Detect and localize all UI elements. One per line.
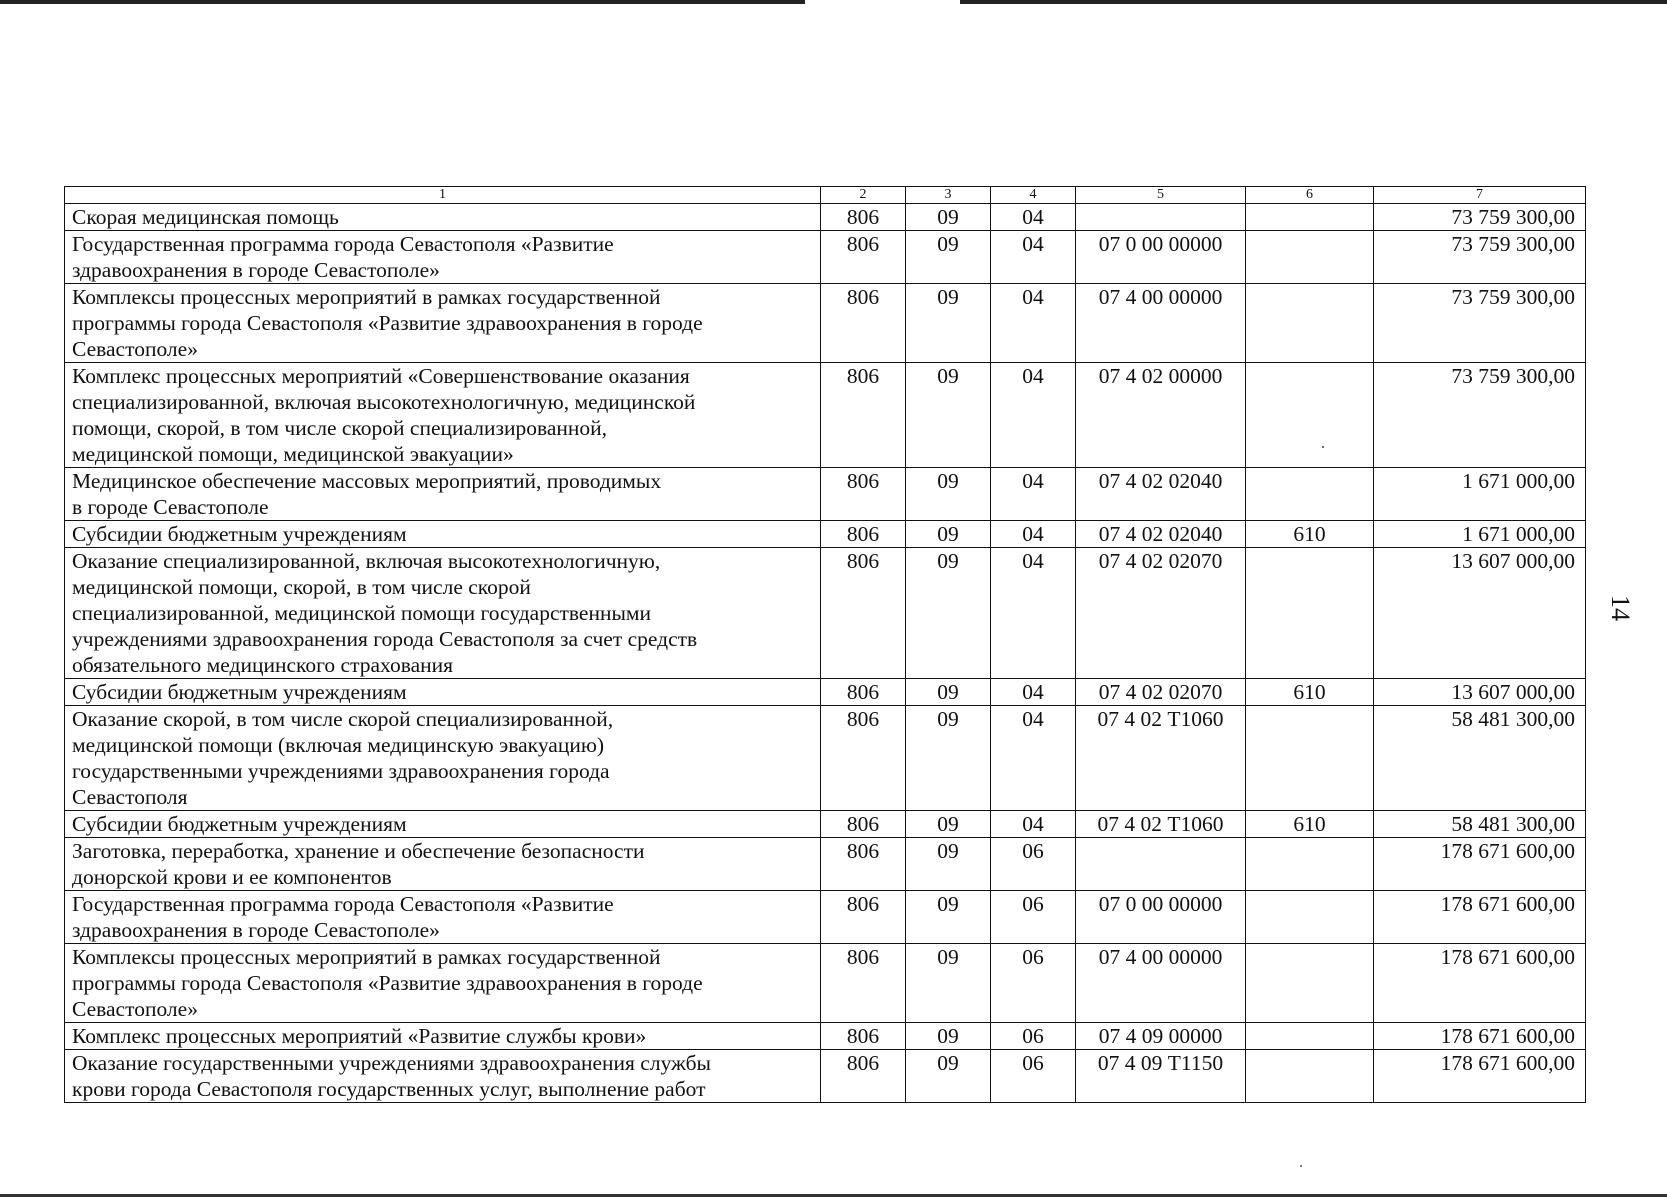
row-glav-code: 806 xyxy=(821,284,906,363)
header-col-5: 5 xyxy=(1076,187,1246,204)
scan-edge-top-right xyxy=(960,0,1667,4)
row-section-code: 09 xyxy=(906,468,991,521)
row-section-code: 09 xyxy=(906,838,991,891)
row-target-article xyxy=(1076,204,1246,231)
table-row xyxy=(65,838,1586,891)
row-section-code: 09 xyxy=(906,679,991,706)
row-section-code: 09 xyxy=(906,204,991,231)
table-row xyxy=(65,944,1586,1023)
scan-edge-bottom xyxy=(0,1194,1667,1197)
row-expense-type xyxy=(1246,284,1374,363)
row-amount: 58 481 300,00 xyxy=(1374,706,1586,811)
header-col-7: 7 xyxy=(1374,187,1586,204)
row-glav-code: 806 xyxy=(821,838,906,891)
header-col-6: 6 xyxy=(1246,187,1374,204)
row-amount: 178 671 600,00 xyxy=(1374,1023,1586,1050)
row-section-code: 09 xyxy=(906,548,991,679)
row-subsection-code: 06 xyxy=(991,944,1076,1023)
row-expense-type xyxy=(1246,944,1374,1023)
row-glav-code: 806 xyxy=(821,891,906,944)
row-expense-type xyxy=(1246,548,1374,679)
row-amount: 1 671 000,00 xyxy=(1374,468,1586,521)
row-target-article: 07 4 02 Т1060 xyxy=(1076,811,1246,838)
row-glav-code: 806 xyxy=(821,1050,906,1103)
row-subsection-code: 06 xyxy=(991,1050,1076,1103)
row-name: Оказание скорой, в том числе скорой специализированной, медицинской помощи (включая медицинскую эвакуацию) государственными учреждениями здравоохранения города Севастополя xyxy=(65,706,821,811)
row-expense-type: 610 xyxy=(1246,521,1374,548)
row-name: Комплексы процессных мероприятий в рамках государственной программы города Севастополя «Развитие здравоохранения в городе Севастополе» xyxy=(65,284,821,363)
row-subsection-code: 04 xyxy=(991,231,1076,284)
row-expense-type: 610 xyxy=(1246,679,1374,706)
row-target-article: 07 4 02 02040 xyxy=(1076,521,1246,548)
table-row xyxy=(65,891,1586,944)
row-section-code: 09 xyxy=(906,231,991,284)
table-row xyxy=(65,706,1586,811)
row-name: Заготовка, переработка, хранение и обеспечение безопасности донорской крови и ее компонентов xyxy=(65,838,821,891)
table-row xyxy=(65,284,1586,363)
row-amount: 13 607 000,00 xyxy=(1374,679,1586,706)
row-glav-code: 806 xyxy=(821,679,906,706)
row-subsection-code: 04 xyxy=(991,679,1076,706)
row-target-article: 07 4 00 00000 xyxy=(1076,284,1246,363)
row-section-code: 09 xyxy=(906,1023,991,1050)
table-row xyxy=(65,811,1586,838)
row-subsection-code: 06 xyxy=(991,838,1076,891)
table-body xyxy=(65,204,1586,1103)
budget-table xyxy=(64,186,1586,1103)
row-amount: 178 671 600,00 xyxy=(1374,1050,1586,1103)
row-glav-code: 806 xyxy=(821,363,906,468)
row-target-article: 07 4 00 00000 xyxy=(1076,944,1246,1023)
header-col-4: 4 xyxy=(991,187,1076,204)
row-expense-type xyxy=(1246,204,1374,231)
row-name: Медицинское обеспечение массовых мероприятий, проводимых в городе Севастополе xyxy=(65,468,821,521)
row-section-code: 09 xyxy=(906,284,991,363)
row-expense-type xyxy=(1246,838,1374,891)
scan-speck xyxy=(1300,1165,1302,1167)
row-glav-code: 806 xyxy=(821,204,906,231)
row-subsection-code: 04 xyxy=(991,521,1076,548)
row-amount: 1 671 000,00 xyxy=(1374,521,1586,548)
header-row xyxy=(65,187,1586,204)
row-subsection-code: 04 xyxy=(991,706,1076,811)
row-glav-code: 806 xyxy=(821,548,906,679)
row-target-article: 07 4 02 Т1060 xyxy=(1076,706,1246,811)
row-section-code: 09 xyxy=(906,944,991,1023)
row-section-code: 09 xyxy=(906,363,991,468)
row-glav-code: 806 xyxy=(821,1023,906,1050)
table-row xyxy=(65,1050,1586,1103)
row-expense-type xyxy=(1246,468,1374,521)
row-target-article xyxy=(1076,838,1246,891)
row-expense-type xyxy=(1246,363,1374,468)
row-glav-code: 806 xyxy=(821,521,906,548)
row-subsection-code: 06 xyxy=(991,891,1076,944)
row-subsection-code: 04 xyxy=(991,363,1076,468)
table-header xyxy=(65,187,1586,204)
row-glav-code: 806 xyxy=(821,231,906,284)
row-name: Субсидии бюджетным учреждениям xyxy=(65,521,821,548)
header-col-3: 3 xyxy=(906,187,991,204)
table-row xyxy=(65,468,1586,521)
row-glav-code: 806 xyxy=(821,944,906,1023)
row-target-article: 07 0 00 00000 xyxy=(1076,231,1246,284)
table-row xyxy=(65,204,1586,231)
table-row xyxy=(65,1023,1586,1050)
row-name: Комплекс процессных мероприятий «Развитие службы крови» xyxy=(65,1023,821,1050)
row-expense-type xyxy=(1246,231,1374,284)
row-section-code: 09 xyxy=(906,1050,991,1103)
row-amount: 73 759 300,00 xyxy=(1374,284,1586,363)
row-expense-type xyxy=(1246,1050,1374,1103)
row-amount: 73 759 300,00 xyxy=(1374,204,1586,231)
table-row xyxy=(65,363,1586,468)
row-subsection-code: 06 xyxy=(991,1023,1076,1050)
row-target-article: 07 4 09 00000 xyxy=(1076,1023,1246,1050)
row-subsection-code: 04 xyxy=(991,811,1076,838)
row-target-article: 07 4 02 02070 xyxy=(1076,548,1246,679)
row-glav-code: 806 xyxy=(821,811,906,838)
row-name: Комплексы процессных мероприятий в рамках государственной программы города Севастополя «Развитие здравоохранения в городе Севастополе» xyxy=(65,944,821,1023)
header-col-2: 2 xyxy=(821,187,906,204)
row-section-code: 09 xyxy=(906,706,991,811)
row-amount: 73 759 300,00 xyxy=(1374,363,1586,468)
row-amount: 178 671 600,00 xyxy=(1374,891,1586,944)
table-row xyxy=(65,521,1586,548)
row-name: Оказание специализированной, включая высокотехнологичную, медицинской помощи, скорой, в том числе скорой специализированной, медицинской помощи государственными учреждениями здравоохранения города Севастополя за счет средств обязательного медицинского страхования xyxy=(65,548,821,679)
row-amount: 178 671 600,00 xyxy=(1374,944,1586,1023)
row-amount: 13 607 000,00 xyxy=(1374,548,1586,679)
page-number: 14 xyxy=(1606,595,1635,621)
table-row xyxy=(65,548,1586,679)
row-expense-type: 610 xyxy=(1246,811,1374,838)
row-expense-type xyxy=(1246,706,1374,811)
row-section-code: 09 xyxy=(906,891,991,944)
row-glav-code: 806 xyxy=(821,706,906,811)
row-section-code: 09 xyxy=(906,521,991,548)
row-amount: 73 759 300,00 xyxy=(1374,231,1586,284)
row-expense-type xyxy=(1246,1023,1374,1050)
row-name: Комплекс процессных мероприятий «Совершенствование оказания специализированной, включая высокотехнологичную, медицинской помощи, скорой, в том числе скорой специализированной, медицинской помощи, медицинской эвакуации» xyxy=(65,363,821,468)
table-row xyxy=(65,231,1586,284)
row-name: Оказание государственными учреждениями здравоохранения службы крови города Севастополя государственных услуг, выполнение работ xyxy=(65,1050,821,1103)
row-target-article: 07 4 09 Т1150 xyxy=(1076,1050,1246,1103)
row-name: Государственная программа города Севастополя «Развитие здравоохранения в городе Севастополе» xyxy=(65,891,821,944)
row-amount: 58 481 300,00 xyxy=(1374,811,1586,838)
row-section-code: 09 xyxy=(906,811,991,838)
row-target-article: 07 4 02 00000 xyxy=(1076,363,1246,468)
row-name: Государственная программа города Севастополя «Развитие здравоохранения в городе Севастополе» xyxy=(65,231,821,284)
row-amount: 178 671 600,00 xyxy=(1374,838,1586,891)
row-subsection-code: 04 xyxy=(991,204,1076,231)
row-subsection-code: 04 xyxy=(991,468,1076,521)
scan-edge-top-left xyxy=(0,0,805,4)
row-target-article: 07 4 02 02040 xyxy=(1076,468,1246,521)
row-subsection-code: 04 xyxy=(991,284,1076,363)
row-name: Субсидии бюджетным учреждениям xyxy=(65,679,821,706)
row-name: Скорая медицинская помощь xyxy=(65,204,821,231)
row-target-article: 07 0 00 00000 xyxy=(1076,891,1246,944)
row-glav-code: 806 xyxy=(821,468,906,521)
row-target-article: 07 4 02 02070 xyxy=(1076,679,1246,706)
row-subsection-code: 04 xyxy=(991,548,1076,679)
row-expense-type xyxy=(1246,891,1374,944)
table-row xyxy=(65,679,1586,706)
header-col-1: 1 xyxy=(65,187,821,204)
row-name: Субсидии бюджетным учреждениям xyxy=(65,811,821,838)
